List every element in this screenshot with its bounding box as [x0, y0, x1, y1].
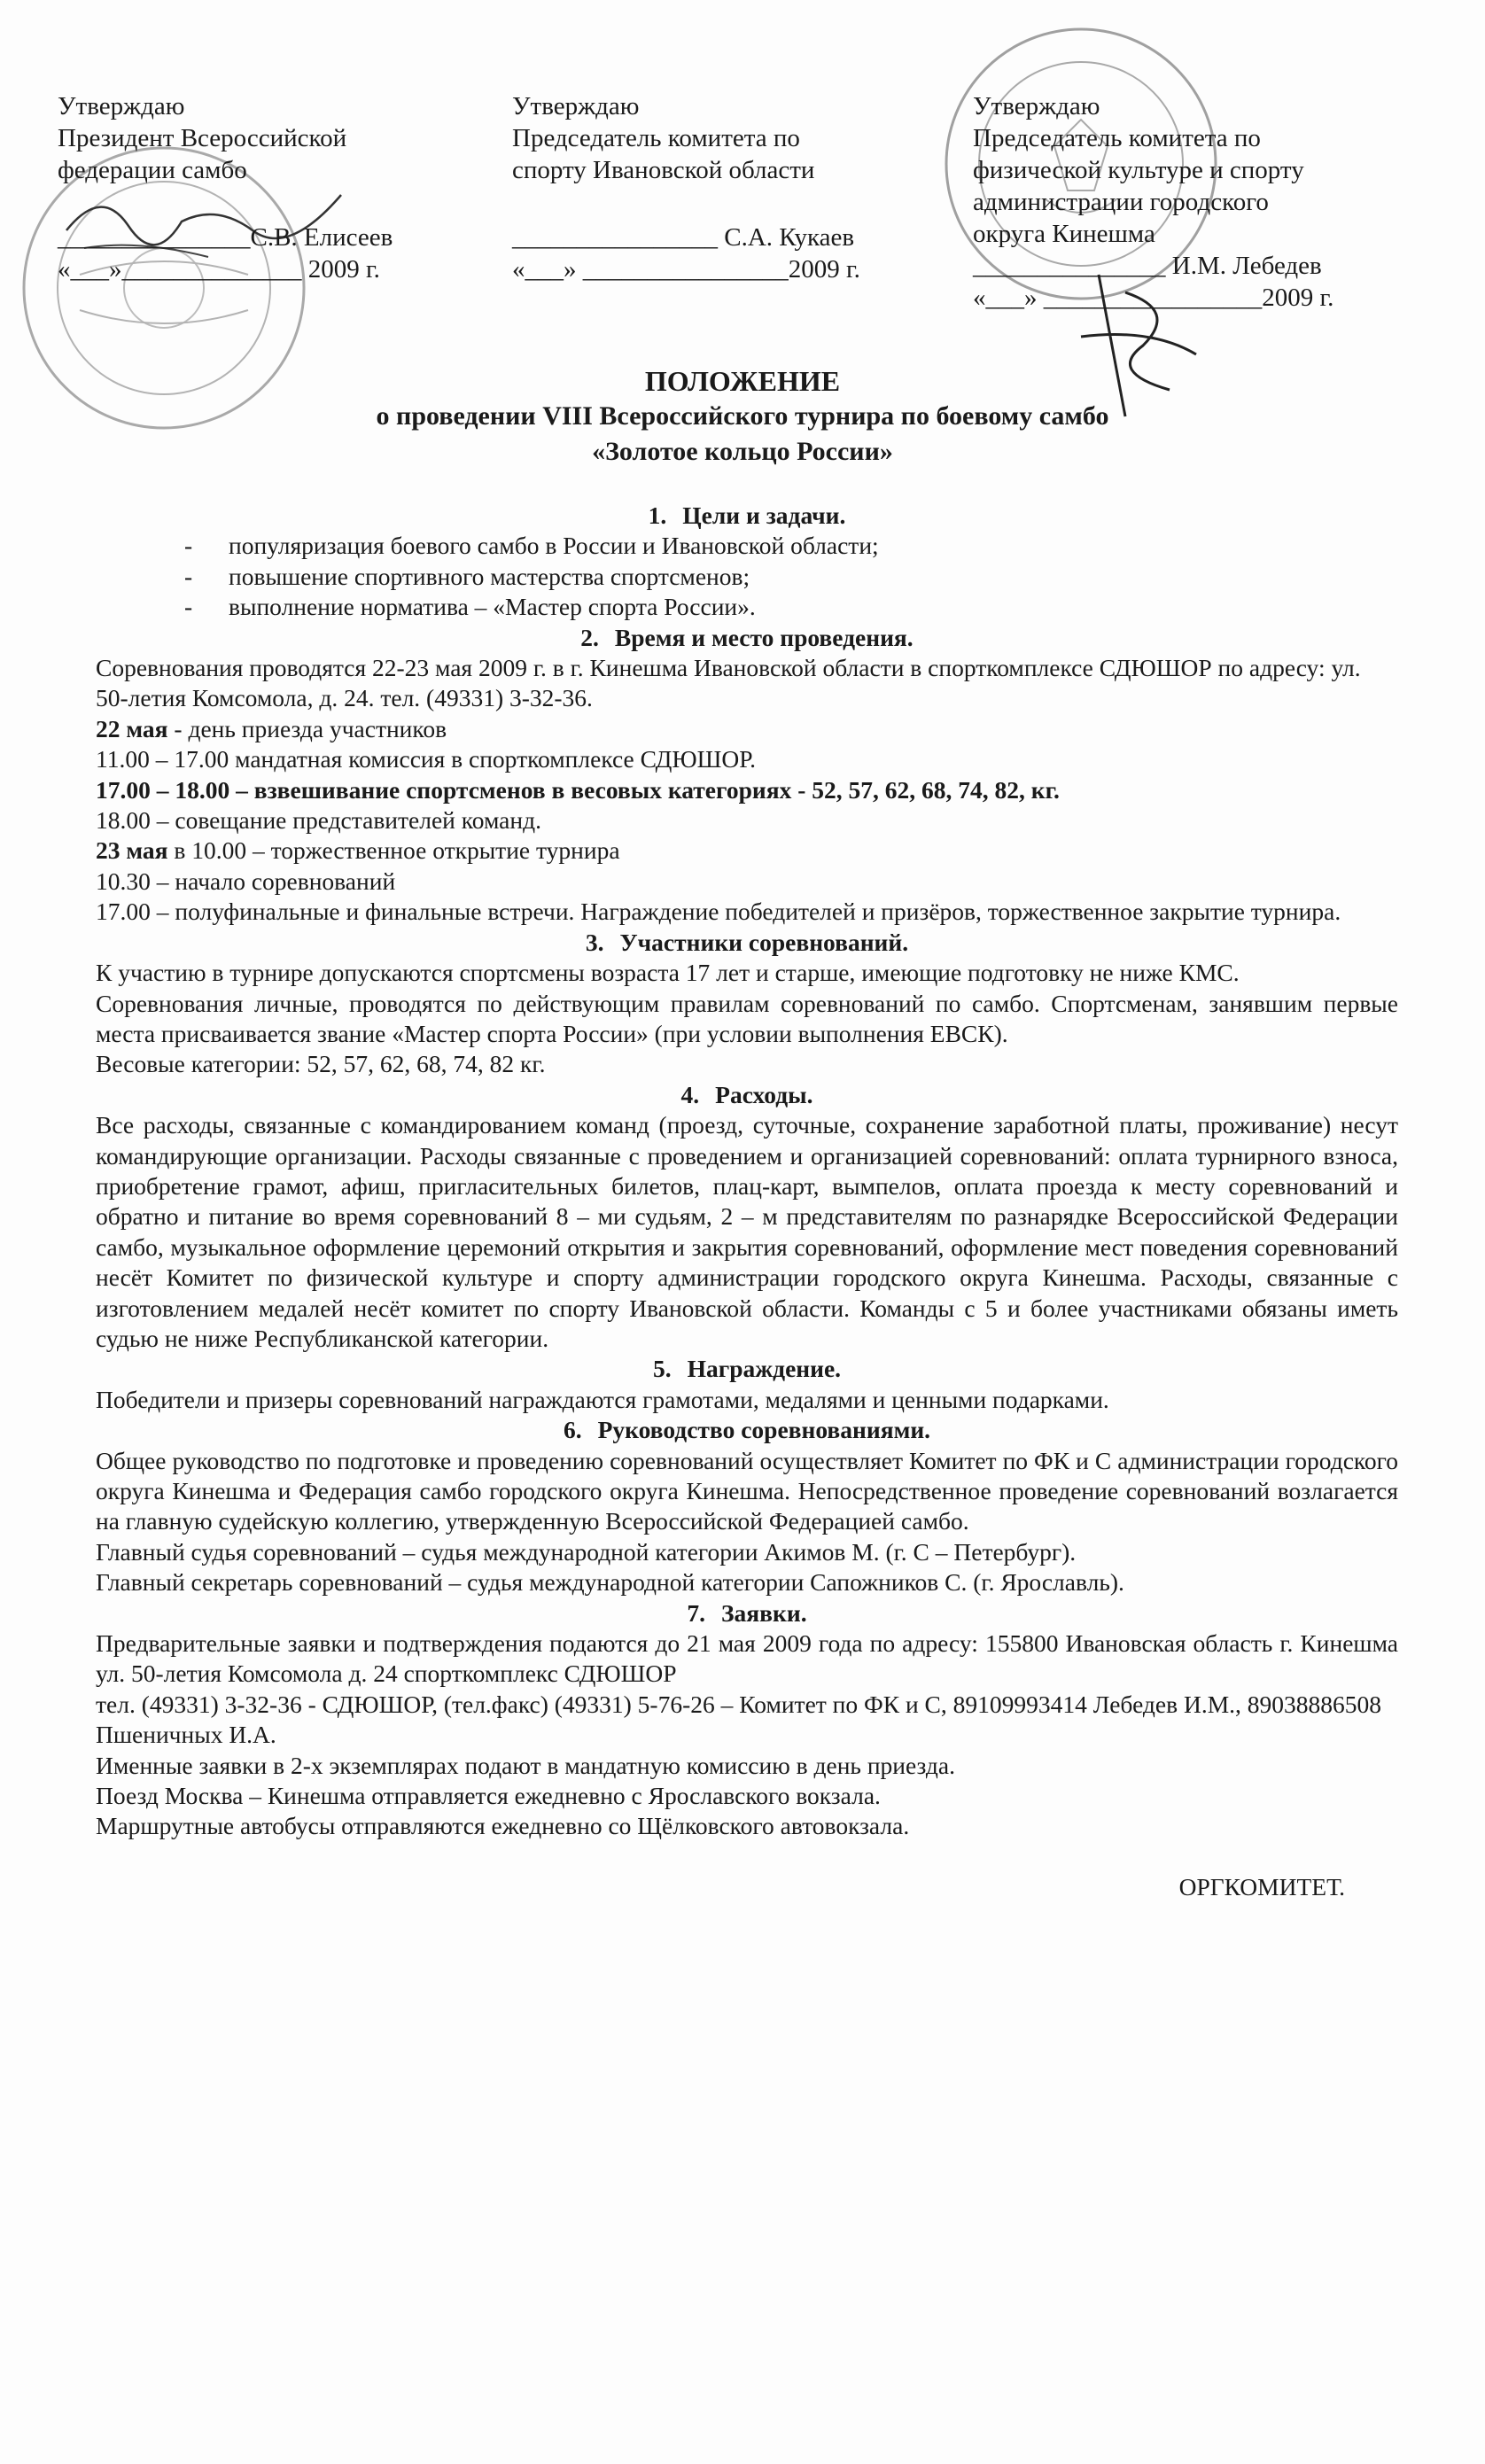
approver-position: Председатель комитета по	[973, 124, 1261, 152]
date-line: «___»______________ 2009 г.	[58, 255, 380, 284]
paragraph: Маршрутные автобусы отправляются ежедневно со Щёлковского автовокзала.	[96, 1812, 910, 1840]
list-item: - популяризация боевого самбо в России и Ивановской области;	[184, 532, 879, 560]
paragraph: Предварительные заявки и подтверждения подаются до 21 мая 2009 года по адресу: 155800 Ивановская область г. Кинешма ул. 50-летия Комсомола д. 24 спорткомплекс СДЮШОР	[96, 1629, 1398, 1688]
paragraph: Все расходы, связанные с командированием команд (проезд, суточные, сохранение заработной платы, проживание) несут командирующие организации. Расходы связанные с проведением и организацией соревнований: оплата турнирного взноса, приобретение грамот, афиш, пригласительных билетов, плац-карт, вымпелов, оплата проезда к месту соревнований и обратно и питание во время соревнований 8 – ми судьям, 2 – м представителям по разнарядке Всероссийской Федерации самбо, музыкальное оформление церемоний открытия и закрытия соревнований, оформление мест поведения соревнований несёт Комитет по физической культуре и спорту администрации городского округа Кинешма. Расходы, связанные с изготовлением медалей несёт комитет по спорту Ивановской области. Команды с 5 и более участниками обязаны иметь судью не ниже Республиканской категории.	[96, 1111, 1398, 1352]
title-line-1: о проведении VIII Всероссийского турнира по боевому самбо	[376, 401, 1109, 431]
section-heading-7: 7. Заявки.	[687, 1598, 807, 1627]
section-heading-3: 3. Участники соревнований.	[585, 928, 909, 956]
approval-federation	[58, 90, 483, 285]
schedule-line: 17.00 – полуфинальные и финальные встречи. Награждение победителей и призёров, торжественное закрытие турнира.	[96, 898, 1341, 926]
paragraph: К участию в турнире допускаются спортсмены возраста 17 лет и старше, имеющие подготовку не ниже КМС.	[96, 959, 1240, 987]
paragraph: Победители и призеры соревнований награждаются грамотами, медалями и ценными подарками.	[96, 1385, 1109, 1413]
approver-position: Председатель комитета по	[512, 124, 800, 152]
paragraph: Соревнования проводятся 22-23 мая 2009 г. в г. Кинешма Ивановской области в спорткомплексе СДЮШОР по адресу: ул. 50-летия Комсомола, д. 24. тел. (49331) 3-32-36.	[96, 654, 1361, 712]
list-item: - выполнение норматива – «Мастер спорта России».	[184, 593, 756, 621]
approver-position: спорту Ивановской области	[512, 156, 815, 184]
title-line-2: «Золотое кольцо России»	[592, 437, 893, 466]
approver-position: округа Кинешма	[973, 220, 1155, 248]
paragraph: Главный судья соревнований – судья международной категории Акимов М. (г. С – Петербург).	[96, 1537, 1077, 1566]
document-body	[96, 501, 1398, 1902]
paragraph: тел. (49331) 3-32-36 - СДЮШОР, (тел.факс) (49331) 5-76-26 – Комитет по ФК и С, 89109993414 Лебедев И.М., 89038886508 Пшеничных И.А.	[96, 1690, 1382, 1749]
approver-position: физической культуре и спорту	[973, 156, 1304, 184]
section-heading-4: 4. Расходы.	[680, 1080, 813, 1108]
approve-label: Утверждаю	[973, 92, 1100, 120]
schedule-line: 23 мая в 10.00 – торжественное открытие турнира	[96, 836, 620, 865]
document-title	[0, 363, 1485, 470]
section-heading-6: 6. Руководство соревнованиями.	[563, 1416, 931, 1444]
section-heading-2: 2. Время и место проведения.	[580, 623, 914, 651]
date-line: «___» _________________2009 г.	[973, 284, 1334, 312]
approve-label: Утверждаю	[512, 92, 640, 120]
schedule-line: 11.00 – 17.00 мандатная комиссия в спорткомплексе СДЮШОР.	[96, 745, 756, 773]
paragraph: Поезд Москва – Кинешма отправляется ежедневно с Ярославского вокзала.	[96, 1782, 881, 1810]
section-heading-1: 1. Цели и задачи.	[648, 501, 846, 529]
paragraph: Главный секретарь соревнований – судья международной категории Сапожников С. (г. Ярославль).	[96, 1568, 1124, 1597]
approval-city-committee	[973, 90, 1434, 314]
list-item: - повышение спортивного мастерства спортсменов;	[184, 562, 750, 590]
schedule-line: 10.30 – начало соревнований	[96, 867, 396, 895]
approve-label: Утверждаю	[58, 92, 185, 120]
paragraph: Общее руководство по подготовке и проведению соревнований осуществляет Комитет по ФК и С администрации городского округа Кинешма и Федерация самбо городского округа Кинешма. Непосредственное проведение соревнований возлагается на главную судейскую коллегию, утвержденную Всероссийской Федерацией самбо.	[96, 1446, 1398, 1535]
paragraph: Именные заявки в 2-х экземплярах подают в мандатную комиссию в день приезда.	[96, 1751, 955, 1779]
approver-position: Президент Всероссийской	[58, 124, 347, 152]
paragraph: Весовые категории: 52, 57, 62, 68, 74, 82 кг.	[96, 1050, 546, 1078]
schedule-line: 17.00 – 18.00 – взвешивание спортсменов в весовых категориях - 52, 57, 62, 68, 74, 82, кг.	[96, 775, 1060, 804]
signature-line: _______________С.В. Елисеев	[58, 223, 393, 252]
title-main: ПОЛОЖЕНИЕ	[644, 365, 841, 397]
date-line: «___» ________________2009 г.	[512, 255, 860, 284]
signature-line: _______________ И.М. Лебедев	[973, 252, 1322, 280]
schedule-line: 22 мая - день приезда участников	[96, 714, 447, 742]
paragraph: Соревнования личные, проводятся по действующим правилам соревнований по самбо. Спортсменам, занявшим первые места присваивается звание «Мастер спорта России» (при условии выполнения ЕВСК).	[96, 989, 1398, 1047]
orgcommittee-signature: ОРГКОМИТЕТ.	[1178, 1872, 1345, 1900]
approval-sport-committee	[512, 90, 929, 285]
section-heading-5: 5. Награждение.	[652, 1355, 842, 1383]
approver-position: администрации городского	[973, 188, 1269, 216]
schedule-line: 18.00 – совещание представителей команд.	[96, 806, 541, 835]
signature-line: ________________ С.А. Кукаев	[512, 223, 855, 252]
approver-position: федерации самбо	[58, 156, 247, 184]
